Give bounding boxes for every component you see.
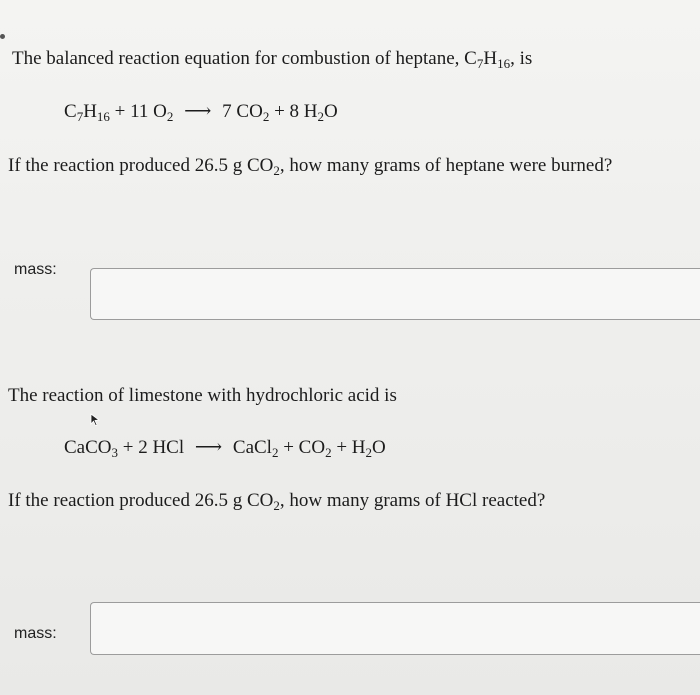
q2-eq-caco3-sub: 3 [111,445,118,460]
reaction-arrow-icon: ⟶ [194,437,223,458]
q1-intro-formula-h-sub: 16 [497,56,511,71]
reaction-arrow-icon: ⟶ [184,101,212,122]
q1-mass-input-box[interactable] [90,268,700,320]
q2-question-end: , how many grams of HCl reacted? [279,490,546,511]
q2-eq-water-sub: 2 [365,445,372,460]
q1-intro-end: , is [510,48,533,69]
q1-eq-oxygen-sub: 2 [166,109,174,124]
q1-eq-r1-h-sub: 16 [96,109,110,124]
q1-question-start: If the reaction produced 26.5 g CO [8,155,274,176]
q2-intro: The reaction of limestone with hydrochloric acid is [8,385,397,406]
q2-eq-cacl2-sub: 2 [271,445,279,460]
q2-eq-water-end: O [372,437,386,458]
q1-eq-water: + 8 H [274,101,318,122]
q2-question-sub: 2 [273,498,280,513]
q1-intro-formula-h: H [483,48,498,69]
q1-mass-input[interactable] [91,269,700,319]
q1-eq-r1-c: C [64,101,77,122]
q2-eq-co2-sub: 2 [325,445,332,460]
q1-eq-oxygen: + 11 O [114,101,167,122]
q2-equation [64,436,386,459]
mouse-cursor-icon [88,413,102,427]
q1-eq-r1-h: H [83,101,97,122]
q1-eq-water-end: O [324,101,338,122]
q1-question-sub: 2 [273,163,280,178]
q2-mass-input-box[interactable] [90,602,700,655]
q2-mass-label: mass: [14,625,57,642]
q2-eq-co2: + CO [283,437,326,458]
q1-eq-water-sub: 2 [317,109,324,124]
q1-intro-text: The balanced reaction equation for combustion of heptane, [12,48,465,69]
q2-eq-caco3: CaCO [64,437,112,458]
page-marker-dot [0,34,5,39]
q1-question [8,155,612,177]
q1-intro-formula-c-sub: 7 [476,56,484,71]
q1-eq-r1-c-sub: 7 [76,109,84,124]
q1-eq-co2: 7 CO [222,101,263,122]
q1-equation [64,100,338,123]
q1-question-end: , how many grams of heptane were burned? [279,155,613,176]
q1-intro [12,48,532,70]
q2-question-start: If the reaction produced 26.5 g CO [8,490,274,511]
q2-eq-cacl2: CaCl [232,437,272,458]
q1-eq-co2-sub: 2 [262,109,270,124]
q2-mass-input[interactable] [91,603,700,654]
q1-mass-label: mass: [14,261,57,278]
q2-eq-water: + H [336,437,366,458]
q1-intro-formula-c: C [464,48,477,69]
q2-question [8,490,545,512]
q2-eq-hcl: + 2 HCl [122,437,185,458]
